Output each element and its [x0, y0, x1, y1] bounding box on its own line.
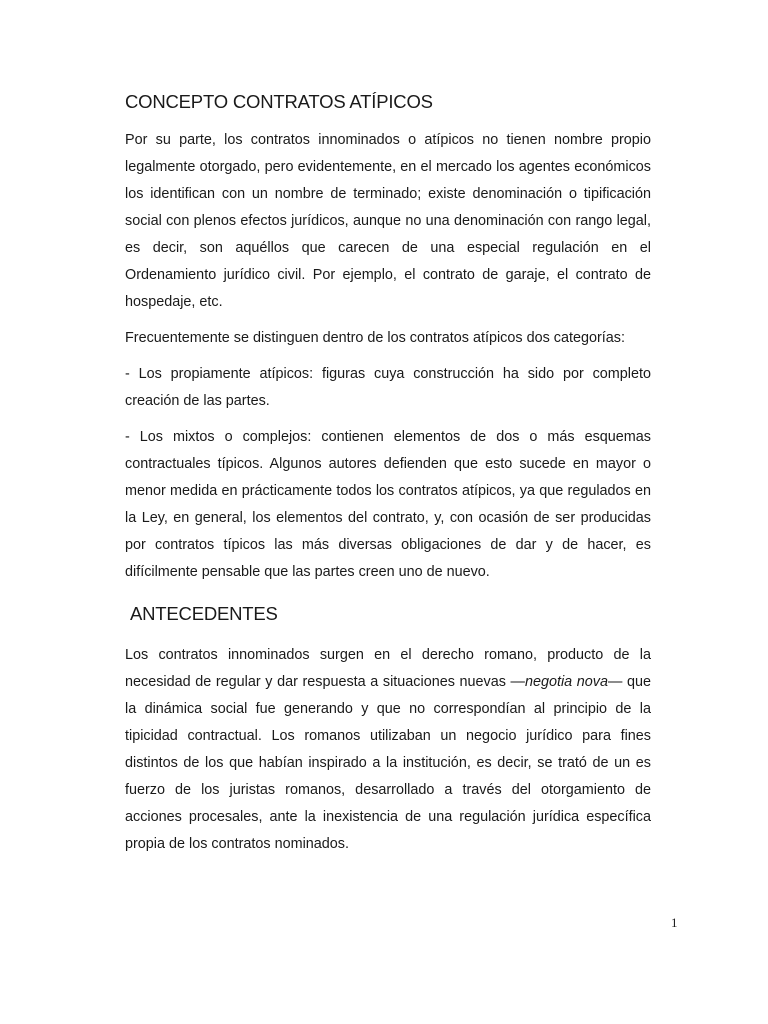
paragraph-mixtos-complejos: - Los mixtos o complejos: contienen elementos de dos o más esquemas contractuales típicos. Algunos autores defienden que esto sucede en mayor o menor medida en prácticamente todos los contratos atípicos, ya que regulados en la Ley, en general, los elementos del contrato, y, con ocasión de ser producidas por contratos típicos las más diversas obligaciones de dar y de hacer, es difícilmente pensable que las partes creen uno de nuevo.	[125, 429, 651, 580]
section-heading-antecedentes: ANTECEDENTES	[130, 603, 278, 624]
antecedentes-text-start: Los contratos innominados surgen en el derecho romano, producto de la necesidad de regular y dar respuesta a situaciones nuevas —	[125, 647, 651, 690]
antecedentes-italic-term: negotia nova	[524, 674, 608, 690]
section-heading-concepto: CONCEPTO CONTRATOS ATÍPICOS	[125, 91, 433, 112]
page-body	[125, 90, 651, 867]
paragraph-categories-intro: Frecuentemente se distinguen dentro de los contratos atípicos dos categorías:	[125, 330, 625, 346]
antecedentes-text-end: — que la dinámica social fue generando y que no correspondían al principio de la tipicidad contractual. Los romanos utilizaban un negocio jurídico para fines distintos de los que habían inspirado a la institución, es decir, se trató de un es fuerzo de los juristas romanos, desarrollado a través del otorgamiento de acciones procesales, ante la inexistencia de una regulación jurídica específica propia de los contratos nominados.	[125, 674, 651, 852]
paragraph-propiamente-atipicos: - Los propiamente atípicos: figuras cuya construcción ha sido por completo creación de las partes.	[125, 366, 651, 409]
page-number: 1	[671, 915, 678, 930]
paragraph-antecedentes	[125, 642, 651, 858]
paragraph-definition: Por su parte, los contratos innominados o atípicos no tienen nombre propio legalmente otorgado, pero evidentemente, en el mercado los agentes económicos los identifican con un nombre de terminado; existe denominación o tipificación social con plenos efectos jurídicos, aunque no una denominación con rango legal, es decir, son aquéllos que carecen de una especial regulación en el Ordenamiento jurídico civil. Por ejemplo, el contrato de garaje, el contrato de hospedaje, etc.	[125, 132, 651, 310]
